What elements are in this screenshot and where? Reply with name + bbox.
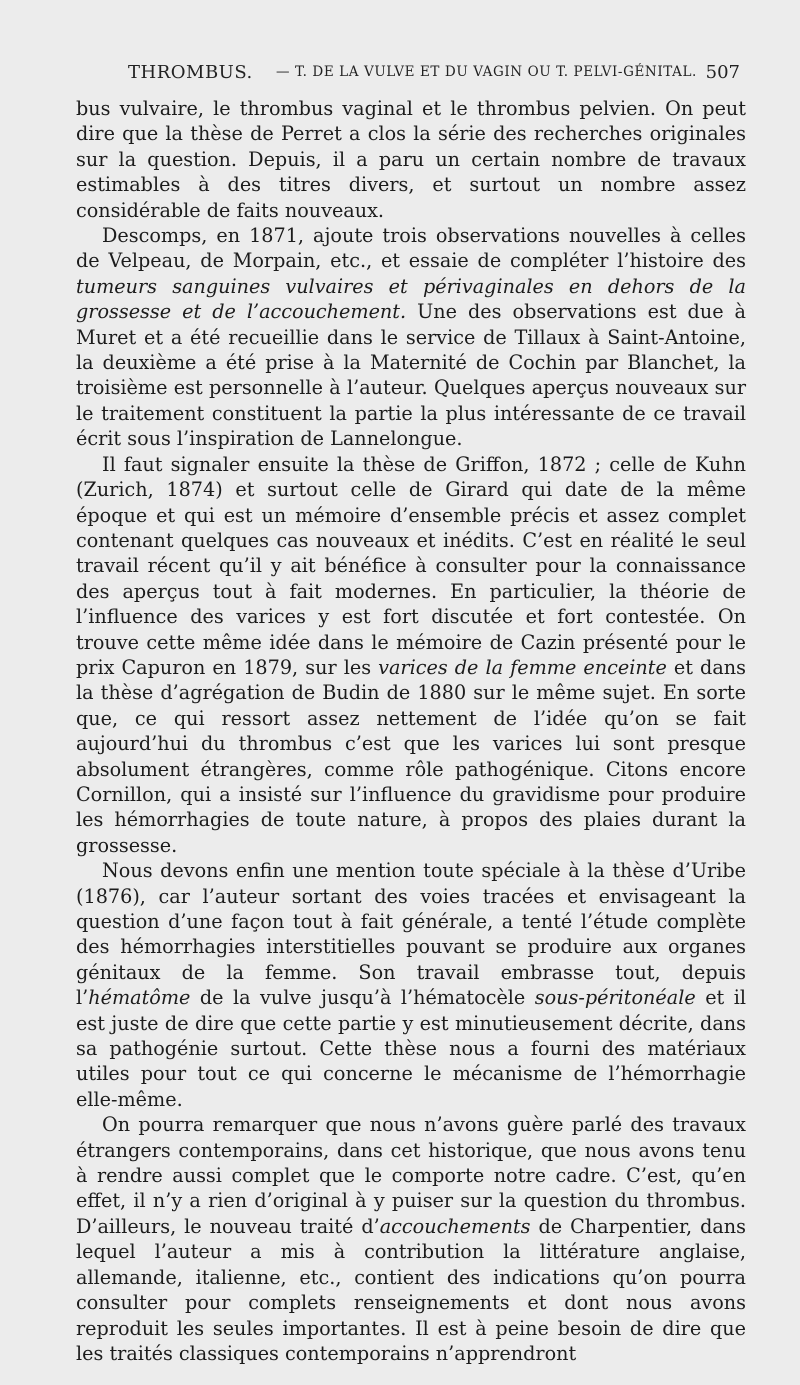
italic-text-segment: varices de la femme enceinte — [378, 655, 667, 679]
italic-text-segment: accouchements — [379, 1214, 531, 1238]
text-segment: et dans la thèse d’agrégation de Budin de 1880 sur le même sujet. En sorte que, ce qui ressort assez nettement de l’idée qu’on se fait aujourd’hui du thrombus c’est que les varices lui sont presque absolument étrangères, comme rôle pathogénique. Citons encore Cornillon, qui a insisté sur l’influence du gravidisme pour produire les hémorrhagies de toute nature, à propos des plaies durant la grossesse. — [76, 655, 746, 857]
header-subtitle: — T. DE LA VULVE ET DU VAGIN OU T. PELVI-GÉNITAL. — [276, 64, 697, 80]
header-title: THROMBUS. — [128, 62, 253, 83]
text-segment: de Charpentier, dans lequel l’auteur a mis à contribution la littérature anglaise, allemande, italienne, etc., contient des indications qu’on pourra consulter pour complets renseignements et dont nous avons reproduit les seules importantes. Il est à peine besoin de dire que les traités classiques contemporains n’apprendront — [76, 1214, 747, 1365]
italic-text-segment: hématôme — [88, 986, 191, 1010]
text-segment: Descomps, en 1871, ajoute trois observations nouvelles à celles de Velpeau, de Morpain, etc., et essaie de compléter l’histoire des — [76, 224, 746, 273]
page-number: 507 — [705, 62, 740, 83]
text-segment: Il faut signaler ensuite la thèse de Griffon, 1872 ; celle de Kuhn (Zurich, 1874) et surtout celle de Girard qui date de la même époque et qui est un mémoire d’ensemble précis et assez complet contenant quelques cas nouveaux et inédits. C’est en réalité le seul travail récent qu’il y ait bénéfice à consulter pour la connaissance des aperçus tout à fait modernes. En particulier, la théorie de l’influence des varices y est fort discutée et fort contestée. On trouve cette même idée dans le mémoire de Cazin présenté pour le prix Capuron en 1879, sur les — [76, 452, 746, 679]
paragraph — [76, 452, 746, 859]
italic-text-segment: tumeurs sanguines vulvaires et périvaginales en dehors de la grossesse et de l’accouchement. — [76, 274, 746, 324]
paragraph — [76, 858, 746, 1112]
paragraph — [76, 96, 746, 223]
text-segment: bus vulvaire, le thrombus vaginal et le thrombus pelvien. On peut dire que la thèse de Perret a clos la série des recherches originales sur la question. Depuis, il a paru un certain nombre de travaux estimables à des titres divers, et surtout un nombre assez considérable de faits nouveaux. — [76, 97, 746, 222]
text-segment: On pourra remarquer que nous n’avons guère parlé des travaux étrangers contemporains, dans cet historique, que nous avons tenu à rendre aussi complet que le comporte notre cadre. C’est, qu’en effet, il n’y a rien d’original à y puiser sur la question du thrombus. D’ailleurs, le nouveau traité d’ — [76, 1113, 746, 1238]
running-header — [128, 62, 740, 88]
text-segment: Nous devons enfin une mention toute spéciale à la thèse d’Uribe (1876), car l’auteur sortant des voies tracées et envisageant la question d’une façon tout à fait générale, a tenté l’étude complète des hémorrhagies interstitielles pouvant se produire aux organes génitaux de la femme. Son travail embrasse tout, depuis l’ — [76, 859, 746, 1010]
text-segment: et il est juste de dire que cette partie y est minutieusement décrite, dans sa pathogénie surtout. Cette thèse nous a fourni des matériaux utiles pour tout ce qui concerne le mécanisme de l’hémorrhagie elle-même. — [76, 986, 746, 1111]
text-segment: de la vulve jusqu’à l’hématocèle — [190, 986, 535, 1010]
paragraph — [76, 223, 746, 452]
paragraph — [76, 1112, 746, 1366]
text-segment: Une des observations est due à Muret et a été recueillie dans le service de Tillaux à Saint-Antoine, la deuxième a été prise à la Maternité de Cochin par Blanchet, la troisième est personnelle à l’auteur. Quelques aperçus nouveaux sur le traitement constituent la partie la plus intéressante de ce travail écrit sous l’inspiration de Lannelongue. — [76, 300, 746, 451]
body-text — [76, 96, 746, 1366]
italic-text-segment: sous-péritonéale — [534, 986, 696, 1010]
